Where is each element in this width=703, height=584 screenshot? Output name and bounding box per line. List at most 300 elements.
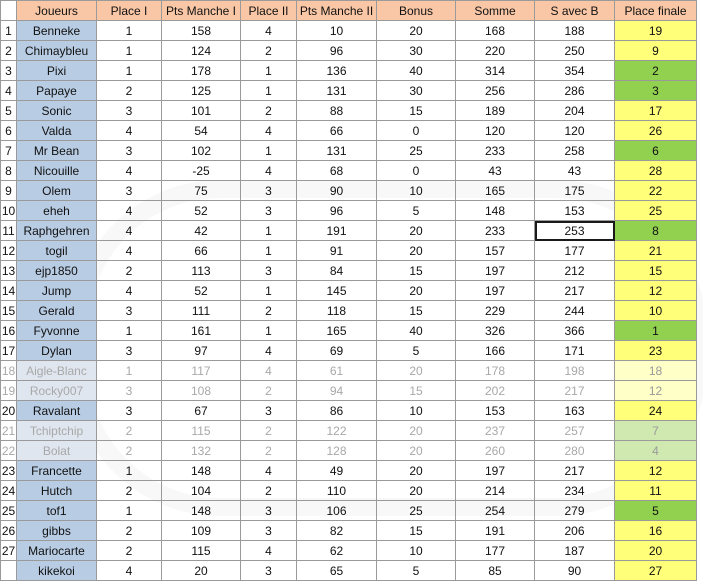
pts-manche-1-cell[interactable]: 101	[162, 101, 241, 121]
somme-cell[interactable]: 260	[456, 441, 535, 461]
row-number: 14	[1, 281, 17, 301]
bonus-cell[interactable]: 20	[377, 281, 456, 301]
pts-manche-2-cell[interactable]: 165	[297, 321, 377, 341]
place-2-cell[interactable]: 2	[241, 41, 297, 61]
place-1-cell[interactable]: 2	[97, 441, 162, 461]
table-row	[1, 361, 697, 381]
player-name-cell[interactable]: Olem	[17, 181, 97, 201]
somme-cell[interactable]: 189	[456, 101, 535, 121]
row-number: 25	[1, 501, 17, 521]
place-1-cell[interactable]: 3	[97, 401, 162, 421]
player-name-cell[interactable]: Francette	[17, 461, 97, 481]
s-avec-b-cell[interactable]: 286	[535, 81, 615, 101]
bonus-cell[interactable]: 15	[377, 261, 456, 281]
player-name-cell[interactable]: Nicouille	[17, 161, 97, 181]
player-name-cell[interactable]: gibbs	[17, 521, 97, 541]
place-1-cell[interactable]: 3	[97, 101, 162, 121]
s-avec-b-cell[interactable]: 204	[535, 101, 615, 121]
somme-cell[interactable]: 229	[456, 301, 535, 321]
place-1-cell[interactable]: 4	[97, 201, 162, 221]
pts-manche-1-cell[interactable]: -25	[162, 161, 241, 181]
player-name-cell[interactable]: Dylan	[17, 341, 97, 361]
table-row	[1, 301, 697, 321]
header-place-1[interactable]: Place I	[97, 1, 162, 21]
player-name-cell[interactable]: Bolat	[17, 441, 97, 461]
somme-cell[interactable]: 254	[456, 501, 535, 521]
player-name-cell[interactable]: Mariocarte	[17, 541, 97, 561]
place-2-cell[interactable]: 4	[241, 361, 297, 381]
s-avec-b-cell[interactable]: 280	[535, 441, 615, 461]
s-avec-b-cell[interactable]: 250	[535, 41, 615, 61]
somme-cell[interactable]: 197	[456, 261, 535, 281]
table-row	[1, 321, 697, 341]
row-number: 1	[1, 21, 17, 41]
table-row	[1, 481, 697, 501]
place-finale-cell[interactable]: 2	[615, 61, 697, 81]
pts-manche-2-cell[interactable]: 96	[297, 201, 377, 221]
table-row	[1, 141, 697, 161]
table-row	[1, 61, 697, 81]
bonus-cell[interactable]: 40	[377, 61, 456, 81]
s-avec-b-cell[interactable]: 217	[535, 381, 615, 401]
place-finale-cell[interactable]: 27	[615, 561, 697, 581]
s-avec-b-cell[interactable]: 43	[535, 161, 615, 181]
s-avec-b-cell[interactable]: 258	[535, 141, 615, 161]
header-row	[1, 1, 697, 21]
place-1-cell[interactable]: 1	[97, 321, 162, 341]
bonus-cell[interactable]: 10	[377, 401, 456, 421]
pts-manche-2-cell[interactable]: 96	[297, 41, 377, 61]
place-2-cell[interactable]: 3	[241, 181, 297, 201]
player-name-cell[interactable]: Jump	[17, 281, 97, 301]
s-avec-b-cell[interactable]: 187	[535, 541, 615, 561]
place-1-cell[interactable]: 1	[97, 501, 162, 521]
somme-cell[interactable]: 256	[456, 81, 535, 101]
row-number: 15	[1, 301, 17, 321]
somme-cell[interactable]: 165	[456, 181, 535, 201]
place-2-cell[interactable]: 3	[241, 261, 297, 281]
bonus-cell[interactable]: 0	[377, 121, 456, 141]
place-1-cell[interactable]: 3	[97, 181, 162, 201]
table-body	[1, 21, 697, 581]
place-1-cell[interactable]: 1	[97, 41, 162, 61]
pts-manche-2-cell[interactable]: 65	[297, 561, 377, 581]
bonus-cell[interactable]: 25	[377, 141, 456, 161]
header-bonus[interactable]: Bonus	[377, 1, 456, 21]
place-2-cell[interactable]: 2	[241, 481, 297, 501]
place-finale-cell[interactable]: 28	[615, 161, 697, 181]
pts-manche-1-cell[interactable]: 54	[162, 121, 241, 141]
pts-manche-1-cell[interactable]: 115	[162, 421, 241, 441]
place-finale-cell[interactable]: 24	[615, 401, 697, 421]
s-avec-b-cell[interactable]: 244	[535, 301, 615, 321]
player-name-cell[interactable]: Sonic	[17, 101, 97, 121]
player-name-cell[interactable]: Valda	[17, 121, 97, 141]
bonus-cell[interactable]: 0	[377, 161, 456, 181]
s-avec-b-cell[interactable]: 90	[535, 561, 615, 581]
place-1-cell[interactable]: 1	[97, 461, 162, 481]
s-avec-b-cell[interactable]: 177	[535, 241, 615, 261]
header-s-avec-b[interactable]: S avec B	[535, 1, 615, 21]
place-2-cell[interactable]: 3	[241, 521, 297, 541]
player-name-cell[interactable]: eheh	[17, 201, 97, 221]
table-row	[1, 501, 697, 521]
header-pts-manche-1[interactable]: Pts Manche I	[162, 1, 241, 21]
place-finale-cell[interactable]: 25	[615, 201, 697, 221]
place-2-cell[interactable]: 1	[241, 241, 297, 261]
player-name-cell[interactable]: Rocky007	[17, 381, 97, 401]
pts-manche-1-cell[interactable]: 124	[162, 41, 241, 61]
bonus-cell[interactable]: 20	[377, 21, 456, 41]
row-number: 20	[1, 401, 17, 421]
somme-cell[interactable]: 326	[456, 321, 535, 341]
player-name-cell[interactable]: Raphgehren	[17, 221, 97, 241]
pts-manche-2-cell[interactable]: 106	[297, 501, 377, 521]
bonus-cell[interactable]: 15	[377, 381, 456, 401]
place-2-cell[interactable]: 3	[241, 401, 297, 421]
somme-cell[interactable]: 166	[456, 341, 535, 361]
table-row	[1, 281, 697, 301]
place-finale-cell[interactable]: 4	[615, 441, 697, 461]
pts-manche-1-cell[interactable]: 102	[162, 141, 241, 161]
somme-cell[interactable]: 148	[456, 201, 535, 221]
pts-manche-2-cell[interactable]: 145	[297, 281, 377, 301]
place-finale-cell[interactable]: 21	[615, 241, 697, 261]
pts-manche-1-cell[interactable]: 104	[162, 481, 241, 501]
place-2-cell[interactable]: 1	[241, 281, 297, 301]
row-number: 17	[1, 341, 17, 361]
place-1-cell[interactable]: 4	[97, 281, 162, 301]
pts-manche-1-cell[interactable]: 97	[162, 341, 241, 361]
corner-cell	[1, 1, 17, 21]
place-2-cell[interactable]: 4	[241, 341, 297, 361]
somme-cell[interactable]: 237	[456, 421, 535, 441]
place-2-cell[interactable]: 3	[241, 561, 297, 581]
pts-manche-2-cell[interactable]: 191	[297, 221, 377, 241]
pts-manche-1-cell[interactable]: 161	[162, 321, 241, 341]
pts-manche-2-cell[interactable]: 136	[297, 61, 377, 81]
player-name-cell[interactable]: Chimaybleu	[17, 41, 97, 61]
pts-manche-1-cell[interactable]: 113	[162, 261, 241, 281]
bonus-cell[interactable]: 10	[377, 181, 456, 201]
bonus-cell[interactable]: 40	[377, 321, 456, 341]
player-name-cell[interactable]: Fyvonne	[17, 321, 97, 341]
header-somme[interactable]: Somme	[456, 1, 535, 21]
place-finale-cell[interactable]: 9	[615, 41, 697, 61]
table-row	[1, 161, 697, 181]
somme-cell[interactable]: 191	[456, 521, 535, 541]
header-pts-manche-2[interactable]: Pts Manche II	[297, 1, 377, 21]
pts-manche-1-cell[interactable]: 148	[162, 501, 241, 521]
pts-manche-1-cell[interactable]: 111	[162, 301, 241, 321]
pts-manche-2-cell[interactable]: 90	[297, 181, 377, 201]
pts-manche-1-cell[interactable]: 66	[162, 241, 241, 261]
table-row	[1, 401, 697, 421]
somme-cell[interactable]: 220	[456, 41, 535, 61]
somme-cell[interactable]: 43	[456, 161, 535, 181]
player-name-cell[interactable]: Ravalant	[17, 401, 97, 421]
place-finale-cell[interactable]: 11	[615, 481, 697, 501]
player-name-cell[interactable]: togil	[17, 241, 97, 261]
place-1-cell[interactable]: 2	[97, 521, 162, 541]
place-1-cell[interactable]: 2	[97, 261, 162, 281]
place-finale-cell[interactable]: 23	[615, 341, 697, 361]
place-2-cell[interactable]: 2	[241, 381, 297, 401]
place-2-cell[interactable]: 1	[241, 61, 297, 81]
place-2-cell[interactable]: 4	[241, 461, 297, 481]
player-name-cell[interactable]: Tchiptchip	[17, 421, 97, 441]
table-row	[1, 341, 697, 361]
table-row	[1, 221, 697, 241]
pts-manche-2-cell[interactable]: 82	[297, 521, 377, 541]
place-2-cell[interactable]: 4	[241, 121, 297, 141]
table-row	[1, 21, 697, 41]
s-avec-b-cell[interactable]: 175	[535, 181, 615, 201]
pts-manche-2-cell[interactable]: 10	[297, 21, 377, 41]
bonus-cell[interactable]: 20	[377, 441, 456, 461]
s-avec-b-cell[interactable]: 206	[535, 521, 615, 541]
table-row	[1, 201, 697, 221]
pts-manche-1-cell[interactable]: 67	[162, 401, 241, 421]
table-row	[1, 241, 697, 261]
pts-manche-2-cell[interactable]: 68	[297, 161, 377, 181]
player-name-cell[interactable]: Pixi	[17, 61, 97, 81]
s-avec-b-cell[interactable]: 198	[535, 361, 615, 381]
row-number: 3	[1, 61, 17, 81]
s-avec-b-cell[interactable]: 212	[535, 261, 615, 281]
place-finale-cell[interactable]: 7	[615, 421, 697, 441]
player-name-cell[interactable]: Gerald	[17, 301, 97, 321]
place-finale-cell[interactable]: 8	[615, 221, 697, 241]
somme-cell[interactable]: 202	[456, 381, 535, 401]
bonus-cell[interactable]: 30	[377, 41, 456, 61]
pts-manche-1-cell[interactable]: 115	[162, 541, 241, 561]
somme-cell[interactable]: 233	[456, 221, 535, 241]
pts-manche-2-cell[interactable]: 131	[297, 141, 377, 161]
s-avec-b-cell[interactable]: 279	[535, 501, 615, 521]
place-1-cell[interactable]: 4	[97, 561, 162, 581]
s-avec-b-cell[interactable]: 163	[535, 401, 615, 421]
bonus-cell[interactable]: 5	[377, 341, 456, 361]
bonus-cell[interactable]: 15	[377, 521, 456, 541]
row-number: 11	[1, 221, 17, 241]
pts-manche-1-cell[interactable]: 42	[162, 221, 241, 241]
player-name-cell[interactable]: Aigle-Blanc	[17, 361, 97, 381]
place-1-cell[interactable]: 2	[97, 541, 162, 561]
place-1-cell[interactable]: 4	[97, 161, 162, 181]
s-avec-b-cell[interactable]: 234	[535, 481, 615, 501]
place-finale-cell[interactable]: 20	[615, 541, 697, 561]
pts-manche-1-cell[interactable]: 178	[162, 61, 241, 81]
somme-cell[interactable]: 314	[456, 61, 535, 81]
row-number: 18	[1, 361, 17, 381]
somme-cell[interactable]: 168	[456, 21, 535, 41]
place-finale-cell[interactable]: 15	[615, 261, 697, 281]
bonus-cell[interactable]: 15	[377, 301, 456, 321]
place-finale-cell[interactable]: 12	[615, 381, 697, 401]
table-row	[1, 441, 697, 461]
pts-manche-2-cell[interactable]: 91	[297, 241, 377, 261]
pts-manche-1-cell[interactable]: 75	[162, 181, 241, 201]
place-finale-cell[interactable]: 12	[615, 461, 697, 481]
place-finale-cell[interactable]: 12	[615, 281, 697, 301]
s-avec-b-cell[interactable]: 366	[535, 321, 615, 341]
place-2-cell[interactable]: 1	[241, 141, 297, 161]
table-row	[1, 461, 697, 481]
place-1-cell[interactable]: 3	[97, 341, 162, 361]
place-2-cell[interactable]: 4	[241, 541, 297, 561]
pts-manche-2-cell[interactable]: 61	[297, 361, 377, 381]
bonus-cell[interactable]: 20	[377, 361, 456, 381]
somme-cell[interactable]: 197	[456, 461, 535, 481]
place-finale-cell[interactable]: 22	[615, 181, 697, 201]
somme-cell[interactable]: 120	[456, 121, 535, 141]
pts-manche-2-cell[interactable]: 88	[297, 101, 377, 121]
s-avec-b-cell[interactable]: 171	[535, 341, 615, 361]
bonus-cell[interactable]: 20	[377, 421, 456, 441]
pts-manche-1-cell[interactable]: 132	[162, 441, 241, 461]
bonus-cell[interactable]: 20	[377, 461, 456, 481]
somme-cell[interactable]: 157	[456, 241, 535, 261]
row-number: 19	[1, 381, 17, 401]
place-2-cell[interactable]: 4	[241, 21, 297, 41]
table-row	[1, 121, 697, 141]
bonus-cell[interactable]: 5	[377, 201, 456, 221]
bonus-cell[interactable]: 20	[377, 481, 456, 501]
place-finale-cell[interactable]: 16	[615, 521, 697, 541]
pts-manche-2-cell[interactable]: 69	[297, 341, 377, 361]
player-name-cell[interactable]: kikekoi	[17, 561, 97, 581]
pts-manche-1-cell[interactable]: 125	[162, 81, 241, 101]
player-name-cell[interactable]: Benneke	[17, 21, 97, 41]
place-finale-cell[interactable]: 6	[615, 141, 697, 161]
pts-manche-1-cell[interactable]: 108	[162, 381, 241, 401]
pts-manche-2-cell[interactable]: 86	[297, 401, 377, 421]
place-1-cell[interactable]: 1	[97, 361, 162, 381]
pts-manche-2-cell[interactable]: 118	[297, 301, 377, 321]
pts-manche-2-cell[interactable]: 62	[297, 541, 377, 561]
place-2-cell[interactable]: 1	[241, 81, 297, 101]
pts-manche-1-cell[interactable]: 117	[162, 361, 241, 381]
place-1-cell[interactable]: 4	[97, 221, 162, 241]
place-2-cell[interactable]: 4	[241, 161, 297, 181]
pts-manche-2-cell[interactable]: 66	[297, 121, 377, 141]
table-row	[1, 521, 697, 541]
place-1-cell[interactable]: 2	[97, 81, 162, 101]
place-finale-cell[interactable]: 1	[615, 321, 697, 341]
place-2-cell[interactable]: 2	[241, 441, 297, 461]
place-1-cell[interactable]: 3	[97, 301, 162, 321]
pts-manche-1-cell[interactable]: 109	[162, 521, 241, 541]
player-name-cell[interactable]: Hutch	[17, 481, 97, 501]
bonus-cell[interactable]: 5	[377, 561, 456, 581]
place-finale-cell[interactable]: 10	[615, 301, 697, 321]
bonus-cell[interactable]: 30	[377, 81, 456, 101]
pts-manche-2-cell[interactable]: 49	[297, 461, 377, 481]
somme-cell[interactable]: 178	[456, 361, 535, 381]
bonus-cell[interactable]: 15	[377, 101, 456, 121]
place-2-cell[interactable]: 2	[241, 301, 297, 321]
place-1-cell[interactable]: 1	[97, 61, 162, 81]
player-name-cell[interactable]: ejp1850	[17, 261, 97, 281]
s-avec-b-cell[interactable]: 354	[535, 61, 615, 81]
s-avec-b-cell[interactable]: 120	[535, 121, 615, 141]
place-2-cell[interactable]: 2	[241, 421, 297, 441]
pts-manche-2-cell[interactable]: 128	[297, 441, 377, 461]
player-name-cell[interactable]: Mr Bean	[17, 141, 97, 161]
s-avec-b-cell[interactable]: 253	[535, 221, 615, 241]
somme-cell[interactable]: 214	[456, 481, 535, 501]
place-finale-cell[interactable]: 3	[615, 81, 697, 101]
place-finale-cell[interactable]: 18	[615, 361, 697, 381]
s-avec-b-cell[interactable]: 257	[535, 421, 615, 441]
pts-manche-2-cell[interactable]: 122	[297, 421, 377, 441]
s-avec-b-cell[interactable]: 217	[535, 461, 615, 481]
row-number: 8	[1, 161, 17, 181]
place-2-cell[interactable]: 2	[241, 101, 297, 121]
s-avec-b-cell[interactable]: 217	[535, 281, 615, 301]
pts-manche-2-cell[interactable]: 94	[297, 381, 377, 401]
table-row	[1, 181, 697, 201]
row-number: 13	[1, 261, 17, 281]
bonus-cell[interactable]: 10	[377, 541, 456, 561]
s-avec-b-cell[interactable]: 188	[535, 21, 615, 41]
pts-manche-1-cell[interactable]: 52	[162, 201, 241, 221]
place-1-cell[interactable]: 3	[97, 381, 162, 401]
place-1-cell[interactable]: 1	[97, 21, 162, 41]
pts-manche-1-cell[interactable]: 158	[162, 21, 241, 41]
place-1-cell[interactable]: 2	[97, 421, 162, 441]
pts-manche-2-cell[interactable]: 84	[297, 261, 377, 281]
place-1-cell[interactable]: 2	[97, 481, 162, 501]
row-number: 10	[1, 201, 17, 221]
table-row	[1, 101, 697, 121]
somme-cell[interactable]: 153	[456, 401, 535, 421]
place-1-cell[interactable]: 3	[97, 141, 162, 161]
somme-cell[interactable]: 85	[456, 561, 535, 581]
bonus-cell[interactable]: 25	[377, 501, 456, 521]
bonus-cell[interactable]: 20	[377, 241, 456, 261]
pts-manche-2-cell[interactable]: 110	[297, 481, 377, 501]
s-avec-b-cell[interactable]: 153	[535, 201, 615, 221]
somme-cell[interactable]: 233	[456, 141, 535, 161]
row-number: 22	[1, 441, 17, 461]
bonus-cell[interactable]: 20	[377, 221, 456, 241]
place-1-cell[interactable]: 4	[97, 241, 162, 261]
place-2-cell[interactable]: 3	[241, 501, 297, 521]
somme-cell[interactable]: 197	[456, 281, 535, 301]
row-number: 23	[1, 461, 17, 481]
pts-manche-1-cell[interactable]: 148	[162, 461, 241, 481]
place-2-cell[interactable]: 1	[241, 221, 297, 241]
place-2-cell[interactable]: 1	[241, 321, 297, 341]
player-name-cell[interactable]: Papaye	[17, 81, 97, 101]
pts-manche-2-cell[interactable]: 131	[297, 81, 377, 101]
pts-manche-1-cell[interactable]: 52	[162, 281, 241, 301]
place-finale-cell[interactable]: 26	[615, 121, 697, 141]
header-place-finale[interactable]: Place finale	[615, 1, 697, 21]
place-finale-cell[interactable]: 17	[615, 101, 697, 121]
place-finale-cell[interactable]: 19	[615, 21, 697, 41]
place-1-cell[interactable]: 4	[97, 121, 162, 141]
place-finale-cell[interactable]: 5	[615, 501, 697, 521]
player-name-cell[interactable]: tof1	[17, 501, 97, 521]
place-2-cell[interactable]: 3	[241, 201, 297, 221]
header-place-2[interactable]: Place II	[241, 1, 297, 21]
pts-manche-1-cell[interactable]: 20	[162, 561, 241, 581]
header-joueurs[interactable]: Joueurs	[17, 1, 97, 21]
somme-cell[interactable]: 177	[456, 541, 535, 561]
